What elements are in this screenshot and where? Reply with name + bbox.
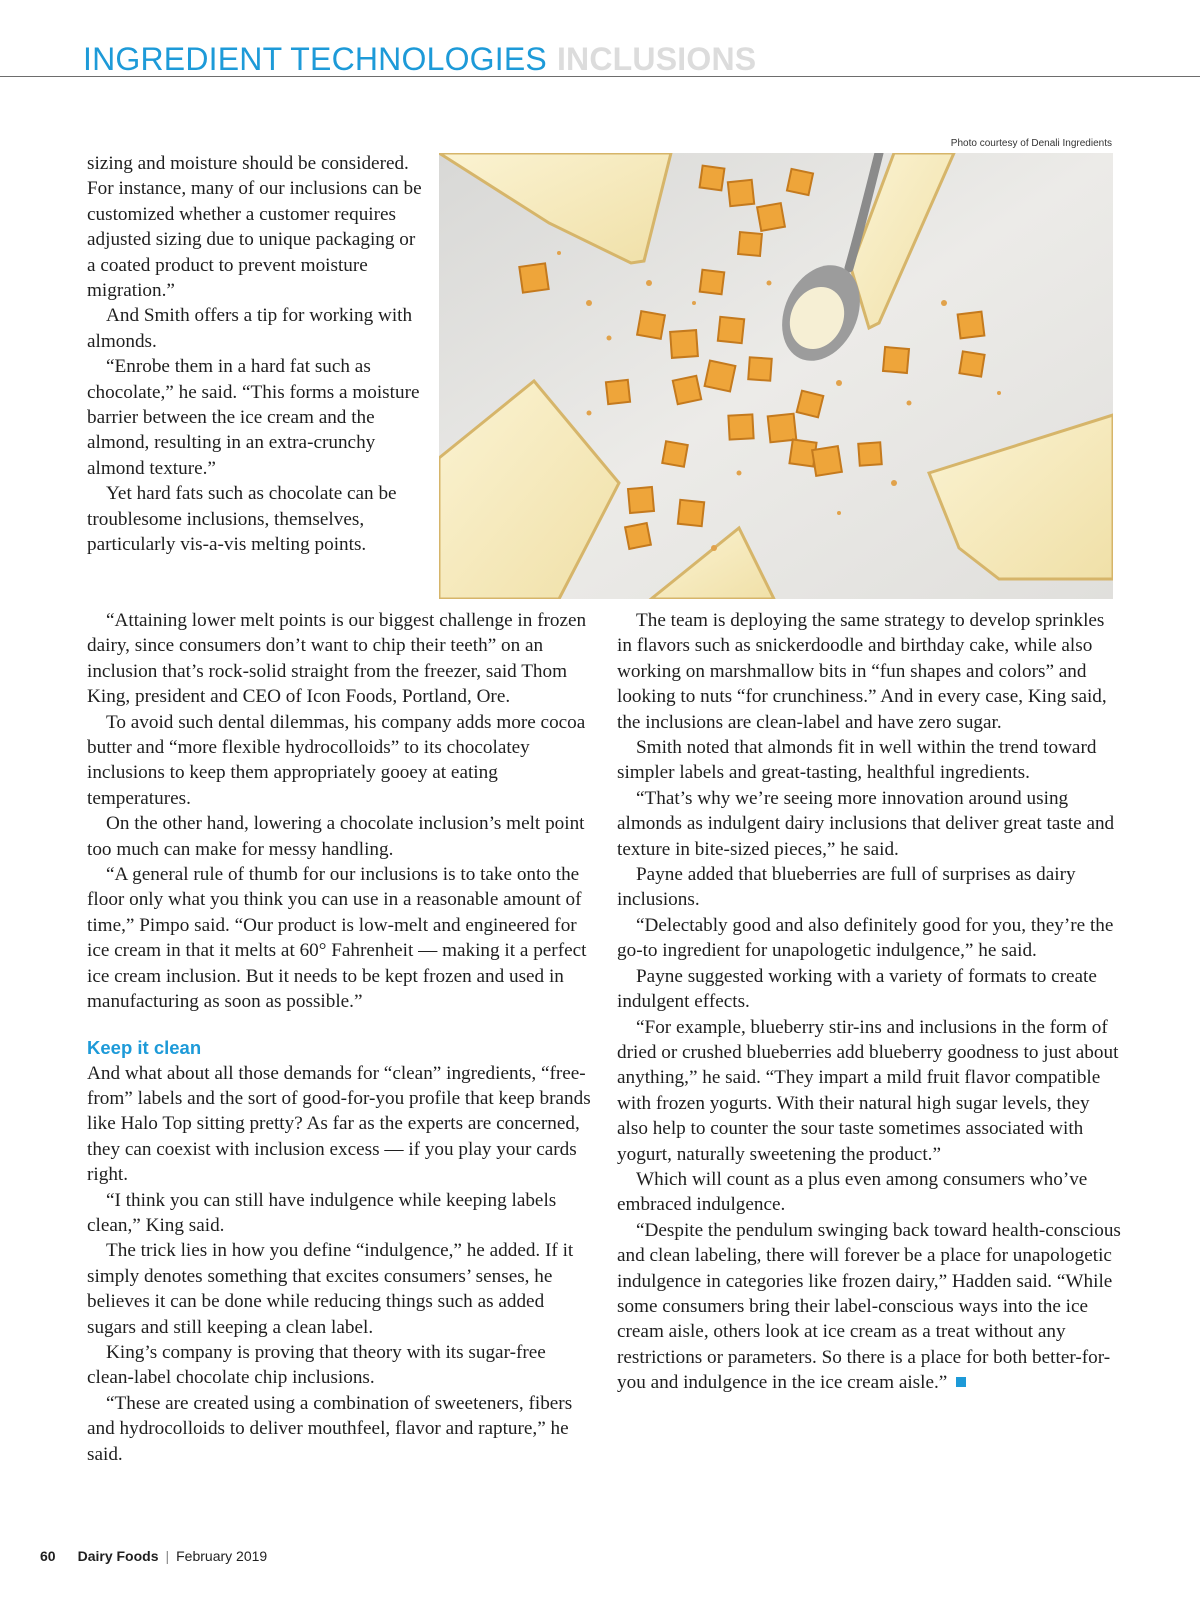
paragraph: Payne suggested working with a variety of formats to create indulgent effects. [617,965,1097,1013]
column-1-top [87,151,422,558]
section-title [83,40,756,78]
paragraph: To avoid such dental dilemmas, his company adds more cocoa butter and “more flexible hydrocolloids” to its chocolatey inclusions to keep them appropriately gooey at eating temperatures. [87,711,586,809]
end-mark-icon [956,1377,966,1387]
paragraph: Yet hard fats such as chocolate can be troublesome inclusions, themselves, particularly vis-a-vis melting points. [87,483,397,556]
section-header [0,40,1200,77]
paragraph: “Enrobe them in a hard fat such as chocolate,” he said. “This forms a moisture barrier between the ice cream and the almond, resulting in an extra-crunchy almond texture.” [87,356,420,479]
paragraph: Payne added that blueberries are full of surprises as dairy inclusions. [617,864,1076,911]
paragraph: Which will count as a plus even among consumers who’ve embraced indulgence. [617,1168,1088,1216]
paragraph: And what about all those demands for “clean” ingredients, “free-from” labels and the sort of good-for-you profile that keep brands like Halo Top sitting pretty? As far as the experts are concerned, they can coexist with inclusion excess — if you play your cards right. [87,1062,591,1186]
paragraph: “Attaining lower melt points is our biggest challenge in frozen dairy, since consumers don’t want to chip their teeth” on an inclusion that’s rock-solid straight from the freezer, said Thom King, president and CEO of Icon Foods, Portland, Ore. [87,610,587,708]
paragraph: And Smith offers a tip for working with almonds. [87,305,413,352]
final-text: “Despite the pendulum swinging back toward health-conscious and clean labeling, there will forever be a place for unapologetic indulgence in categories like frozen dairy,” Hadden said. “While some consumers bring their label-conscious ways into the ice cream aisle, others look at ice cream as a treat without any restrictions or parameters. So there is a place for both better-for-you and indulgence in the ice cream aisle.” [617,1219,1121,1394]
subsection-name: INCLUSIONS [556,41,757,77]
paragraph: “A general rule of thumb for our inclusions is to take onto the floor only what you think you can use in a reasonable amount of time,” Pimpo said. “Our product is low-melt and engineered for ice cream in that it melts at 60° Fahrenheit — making it a perfect ice cream inclusion. But it needs to be kept frozen and used in manufacturing as soon as possible.” [87,864,587,1013]
photo-illustration [439,153,1113,599]
paragraph: “For example, blueberry stir-ins and inclusions in the form of dried or crushed blueberries add blueberry goodness to just about anything,” he said. “They impart a mild fruit flavor compatible with frozen yogurts. With their natural high sugar levels, they also help to counter the sour taste sometimes associated with yogurt, naturally sweetening the product.” [617,1016,1119,1165]
subhead-keep-it-clean: Keep it clean [87,1036,202,1058]
page-footer [40,1548,267,1564]
photo-credit: Photo courtesy of Denali Ingredients [950,138,1112,149]
paragraph: “That’s why we’re seeing more innovation around using almonds as indulgent dairy inclusions that deliver great taste and texture in bite-sized pieces,” he said. [617,787,1115,860]
paragraph: The team is deploying the same strategy to develop sprinkles in flavors such as snickerdoodle and birthday cake, while also working on marshmallow bits in “fun shapes and colors” and looking to nuts “for crunchiness.” And in every case, King said, the inclusions are clean-label and have zero sugar. [617,610,1107,733]
paragraph: King’s company is proving that theory with its sugar-free clean-label chocolate chip inclusions. [87,1341,546,1389]
section-name: INGREDIENT TECHNOLOGIES [83,41,547,77]
paragraph: On the other hand, lowering a chocolate inclusion’s melt point too much can make for messy handling. [87,813,585,860]
publication-name: Dairy Foods [77,1548,159,1564]
paragraph: Smith noted that almonds fit in well within the trend toward simpler labels and great-tasting, healthful ingredients. [617,737,1097,784]
paragraph: sizing and moisture should be considered. For instance, many of our inclusions can be customized whether a customer requires adjusted sizing due to unique packaging or a coated product to prevent moisture migration.” [87,153,422,302]
column-2 [617,608,1123,1396]
paragraph: “These are created using a combination of sweeteners, fibers and hydrocolloids to deliver mouthfeel, flavor and rapture,” he said. [87,1392,573,1465]
paragraph: “I think you can still have indulgence while keeping labels clean,” King said. [87,1189,557,1236]
paragraph: The trick lies in how you define “indulgence,” he added. If it simply denotes something that excites consumers’ senses, he believes it can be done while reducing things such as added sugars and still keeping a clean label. [87,1240,574,1338]
paragraph: “Delectably good and also definitely good for you, they’re the go-to ingredient for unapologetic indulgence,” he said. [617,914,1114,962]
cheesecake-photo [439,153,1113,599]
issue-date: February 2019 [176,1548,268,1564]
page-number: 60 [40,1548,56,1564]
paragraph-final [617,1218,1123,1396]
column-1-bottom [87,608,592,1467]
footer-separator: | [165,1548,170,1564]
